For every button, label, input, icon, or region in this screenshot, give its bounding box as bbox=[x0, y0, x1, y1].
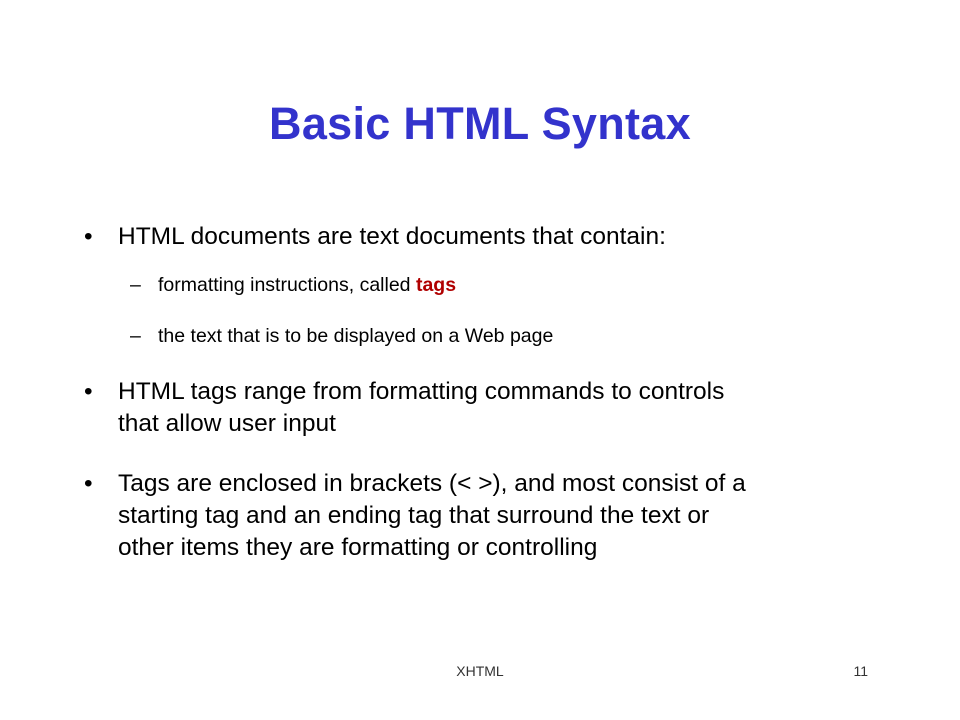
sub-bullet-text: the text that is to be displayed on a Web page bbox=[158, 325, 554, 347]
footer-label: XHTML bbox=[456, 663, 504, 679]
bullet-text-line: other items they are formatting or controlling bbox=[118, 534, 598, 561]
bullet-text-line: Tags are enclosed in brackets (< >), and most consist of a bbox=[118, 470, 746, 497]
sub-bullet-text-plain: formatting instructions, called bbox=[158, 274, 416, 296]
bullet-text bbox=[118, 468, 908, 564]
bullet-item-1 bbox=[84, 221, 884, 255]
bullet-item-3 bbox=[84, 468, 884, 568]
bullet-text-line: HTML tags range from formatting commands to controls bbox=[118, 378, 725, 405]
bullet-text-line: starting tag and an ending tag that surround the text or bbox=[118, 502, 710, 529]
bullet-text bbox=[118, 376, 908, 440]
bullet-text: HTML documents are text documents that contain: bbox=[118, 223, 666, 250]
bullet-icon: • bbox=[84, 470, 93, 497]
bullet-text-line: that allow user input bbox=[118, 410, 336, 437]
dash-icon: – bbox=[130, 325, 141, 347]
dash-icon: – bbox=[130, 274, 141, 296]
bullet-icon: • bbox=[84, 378, 93, 405]
slide-title: Basic HTML Syntax bbox=[269, 98, 691, 149]
bullet-icon: • bbox=[84, 223, 93, 250]
page-number: 11 bbox=[853, 663, 868, 679]
sub-bullet-item-2 bbox=[130, 323, 830, 351]
sub-bullet-text bbox=[158, 272, 456, 298]
bullet-item-2 bbox=[84, 376, 884, 442]
sub-bullet-item-1 bbox=[130, 272, 830, 300]
emphasized-term: tags bbox=[415, 274, 457, 296]
